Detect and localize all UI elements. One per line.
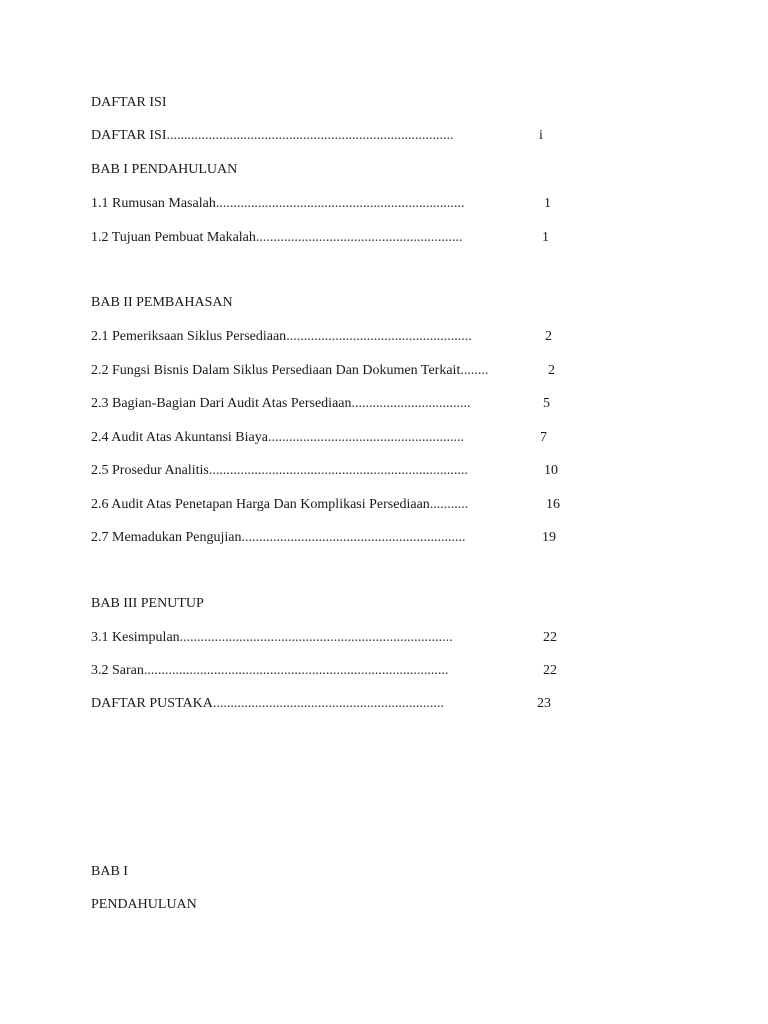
toc-leader-dots: .....................................................: [286, 329, 472, 344]
toc-entry-label: 1.1 Rumusan Masalah: [91, 196, 216, 211]
chapter-title: PENDAHULUAN: [91, 897, 197, 912]
toc-page-number: 23: [537, 696, 551, 711]
toc-entry: [91, 430, 464, 446]
toc-entry-label: BAB III PENUTUP: [91, 596, 204, 611]
toc-page-number: 5: [543, 396, 550, 411]
toc-page-number: 10: [544, 463, 558, 478]
toc-leader-dots: ................................................................: [241, 530, 466, 545]
toc-entry: [91, 230, 462, 246]
toc-page-number: 22: [543, 630, 557, 645]
toc-page-number: 22: [543, 663, 557, 678]
toc-entry: [91, 128, 454, 144]
toc-page-number: 2: [545, 329, 552, 344]
toc-entry-label: 2.6 Audit Atas Penetapan Harga Dan Komplikasi Persediaan: [91, 497, 430, 512]
toc-section-heading: [91, 162, 237, 178]
toc-section-heading: [91, 295, 233, 311]
toc-entry: [91, 329, 472, 345]
toc-leader-dots: .......................................................................................: [143, 663, 449, 678]
toc-entry-label: 1.2 Tujuan Pembuat Makalah: [91, 230, 256, 245]
toc-leader-dots: ..........................................................................: [208, 463, 468, 478]
toc-entry: [91, 196, 464, 212]
toc-page-number: 1: [544, 196, 551, 211]
toc-entry-label: 2.2 Fungsi Bisnis Dalam Siklus Persediaan Dan Dokumen Terkait: [91, 363, 461, 378]
toc-section-heading: [91, 596, 204, 612]
toc-page-number: 2: [548, 363, 555, 378]
toc-leader-dots: ...........................................................: [255, 230, 463, 245]
toc-entry: [91, 663, 448, 679]
toc-heading: DAFTAR ISI: [91, 95, 167, 110]
toc-page-number: 16: [546, 497, 560, 512]
toc-leader-dots: ........: [460, 363, 489, 378]
toc-entry: [91, 530, 465, 546]
toc-page-number: i: [539, 128, 543, 143]
toc-leader-dots: ...........: [429, 497, 469, 512]
toc-entry: [91, 497, 468, 513]
toc-leader-dots: ........................................................: [267, 430, 464, 445]
toc-page-number: 19: [542, 530, 556, 545]
toc-entry-label: 3.1 Kesimpulan: [91, 630, 180, 645]
toc-leader-dots: .......................................................................: [215, 196, 465, 211]
toc-page-number: 1: [542, 230, 549, 245]
toc-entry-label: 2.3 Bagian-Bagian Dari Audit Atas Persediaan: [91, 396, 352, 411]
toc-leader-dots: ..................................................................: [212, 696, 444, 711]
toc-leader-dots: ..............................................................................: [179, 630, 453, 645]
toc-entry-label: DAFTAR ISI: [91, 128, 167, 143]
toc-entry: [91, 463, 468, 479]
toc-entry-label: DAFTAR PUSTAKA: [91, 696, 213, 711]
toc-entry-label: 2.4 Audit Atas Akuntansi Biaya: [91, 430, 268, 445]
toc-entry-label: 2.1 Pemeriksaan Siklus Persediaan: [91, 329, 287, 344]
toc-page-number: 7: [540, 430, 547, 445]
toc-entry-label: 2.5 Prosedur Analitis: [91, 463, 209, 478]
toc-leader-dots: ..................................................................................: [166, 128, 454, 143]
toc-entry-label: BAB I PENDAHULUAN: [91, 162, 238, 177]
toc-entry-label: 2.7 Memadukan Pengujian: [91, 530, 242, 545]
toc-entry-label: BAB II PEMBAHASAN: [91, 295, 233, 310]
toc-entry: [91, 363, 488, 379]
toc-leader-dots: ..................................: [351, 396, 471, 411]
toc-entry-label: 3.2 Saran: [91, 663, 144, 678]
chapter-number: BAB I: [91, 864, 128, 879]
toc-entry: [91, 630, 453, 646]
toc-entry: [91, 396, 471, 412]
toc-entry: [91, 696, 444, 712]
